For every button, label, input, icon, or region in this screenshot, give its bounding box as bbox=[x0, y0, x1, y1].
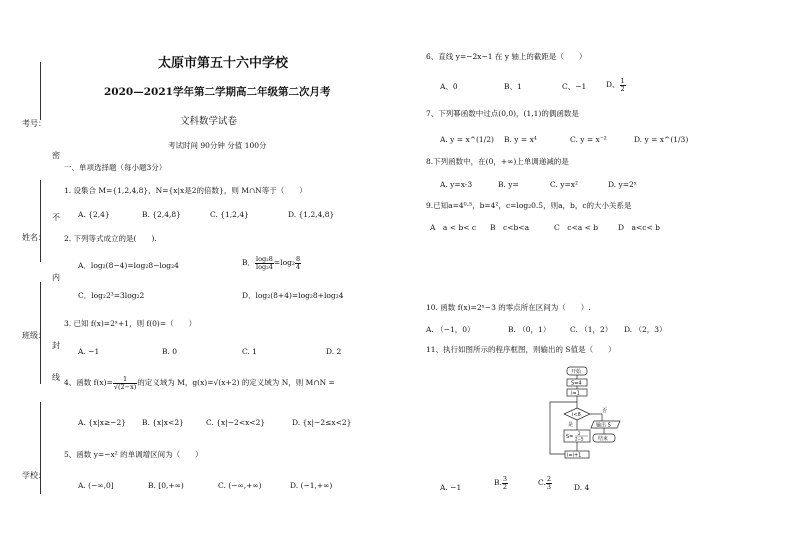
school-title: 太原市第五十六中学校 bbox=[158, 56, 289, 71]
q3-option-c: C. 1 bbox=[242, 347, 258, 356]
label-xuexiao: 学校： bbox=[22, 471, 46, 480]
q11-option-d: D. 4 bbox=[574, 483, 590, 492]
q10-option-b: B. （0，1） bbox=[508, 325, 551, 334]
label-kaohao: 考号： bbox=[22, 119, 46, 128]
q2-option-d: D．log₂(8+4)=log₂8+log₂4 bbox=[242, 291, 344, 300]
label-xingming: 姓名： bbox=[22, 233, 46, 242]
flow-assign-label: S= bbox=[566, 434, 574, 440]
flow-no-label: 否 bbox=[602, 408, 608, 414]
q4-option-a: A. {x|x≥−2} bbox=[78, 418, 127, 427]
q9-option-a: A a < b< c bbox=[430, 223, 477, 232]
q3-option-b: B. 0 bbox=[162, 347, 178, 356]
flow-assign-denominator: 2−S bbox=[575, 436, 584, 442]
q9-option-d: D a<c< b bbox=[618, 223, 660, 232]
binding-line-1 bbox=[40, 62, 41, 120]
q2-option-b: B． $\frac{\text{log₂8}}{\text{log₂4}}$ =log₂ $\frac{8}{4}$ bbox=[242, 255, 301, 271]
q4-option-c: C. {x|−2<x<2} bbox=[206, 418, 266, 427]
q5-option-b: B. [0,+∞) bbox=[148, 481, 184, 490]
q3-option-d: D. 2 bbox=[326, 347, 342, 356]
seal-char-1: 密 bbox=[52, 151, 60, 160]
q2-stem: 2. 下列等式成立的是( ). bbox=[64, 234, 157, 243]
q7-option-d: D. y = x^(1/3) bbox=[634, 135, 689, 144]
flow-end-label: 结束 bbox=[598, 436, 609, 442]
flow-s-init-label: S=4 bbox=[571, 380, 582, 387]
flow-increment-label: i=i+1 bbox=[567, 452, 582, 459]
q5-option-d: D. (−1,+∞) bbox=[290, 481, 333, 490]
q7-option-c: C. y = x⁻² bbox=[570, 135, 607, 144]
q5-stem: 5、函数 y=−x² 的单调增区间为（ ） bbox=[64, 450, 203, 459]
q3-option-a: A. −1 bbox=[78, 347, 100, 356]
seal-char-2: 不 bbox=[52, 213, 60, 222]
q8-option-a: A. y=x-3 bbox=[440, 180, 473, 189]
exam-title: 2020—2021学年第二学期高二年级第二次月考 bbox=[104, 86, 331, 98]
q11-stem: 11、执行如图所示的程序框图，则输出的 S值是（ ） bbox=[426, 345, 616, 354]
q11-option-b: B. $\frac{3}{2}$ bbox=[494, 475, 508, 491]
paper-title: 文科数学试卷 bbox=[180, 116, 238, 127]
q9-option-c: C c<a < b bbox=[554, 223, 599, 232]
q7-stem: 7、下列幂函数中过点(0,0)，(1,1)的偶函数是 bbox=[426, 109, 579, 118]
q2-option-a: A．log₂(8−4)=log₂8−log₂4 bbox=[78, 261, 179, 270]
flow-assign-numerator: 2 bbox=[578, 431, 581, 436]
program-flowchart bbox=[540, 364, 660, 464]
q11-option-a: A. −1 bbox=[440, 483, 462, 492]
q3-stem: 3. 已知 f(x)=2ˣ+1，则 f(0)=（ ） bbox=[64, 319, 197, 328]
q10-stem: 10. 函数 f(x)=2ˣ−3 的零点所在区间为（ ）. bbox=[426, 303, 591, 312]
q4-option-d: D. {x|−2≤x<2} bbox=[292, 418, 352, 427]
q9-stem: 9.已知a=4⁰·⁵，b=4²，c=log₂0.5，则a，b，c的大小关系是 bbox=[426, 201, 632, 210]
q6-option-b: B、1 bbox=[504, 82, 522, 91]
q1-option-b: B. {2,4,8} bbox=[142, 210, 181, 219]
seal-char-4: 封 bbox=[52, 341, 60, 350]
q11-option-c: C. $\frac{2}{3}$ bbox=[538, 475, 551, 491]
q6-option-c: C、−1 bbox=[562, 82, 587, 91]
q10-option-d: D. （2，3） bbox=[624, 325, 667, 334]
q10-option-c: C. （1，2） bbox=[570, 325, 613, 334]
q4-stem: 4、函数 f(x)= $\frac{1}{√(2-x)}$ 的定义域为 M，g(x)=√(x+2) 的定义域为 N，则 M∩N = bbox=[64, 375, 335, 391]
seal-char-3: 内 bbox=[52, 273, 60, 282]
flow-condition-label: i<8 bbox=[572, 412, 581, 418]
q7-option-b: B. y = x⁴ bbox=[504, 135, 537, 144]
section-heading: 一、单项选择题（每小题3分） bbox=[64, 163, 167, 172]
q8-option-d: D. y=2ˣ bbox=[608, 180, 637, 189]
q4-option-b: B. {x|x<2} bbox=[142, 418, 184, 427]
q8-option-b: B. y= bbox=[498, 180, 519, 189]
q1-stem: 1. 设集合 M={1,2,4,8}，N={x|x是2的倍数}，则 M∩N等于（ ） bbox=[64, 186, 307, 195]
q6-option-d: D、 $\frac{1}{2}$ bbox=[606, 77, 625, 93]
q1-option-a: A. {2,4} bbox=[78, 210, 110, 219]
q8-stem: 8.下列函数中，在(0，+∞)上单调递减的是 bbox=[426, 157, 569, 166]
q8-option-c: C. y=x² bbox=[550, 180, 578, 189]
flow-i-init-label: i=1 bbox=[571, 390, 580, 397]
q1-option-d: D. {1,2,4,8} bbox=[288, 210, 335, 219]
q5-option-a: A. (−∞,0] bbox=[78, 481, 114, 490]
flow-start-label: 开始 bbox=[571, 369, 582, 375]
q6-stem: 6、直线 y=−2x−1 在 y 轴上的截距是（ ） bbox=[426, 52, 587, 61]
q2-option-c: C．log₂2³=3log₂2 bbox=[78, 291, 145, 300]
flow-output-label: 输出 S bbox=[596, 422, 611, 429]
q5-option-c: C. (−∞,+∞) bbox=[218, 481, 262, 490]
q1-option-c: C. {1,2,4} bbox=[210, 210, 249, 219]
label-banji: 班级： bbox=[22, 331, 46, 340]
exam-info: 考试时间 90分钟 分值 100分 bbox=[168, 141, 267, 150]
q7-option-a: A. y = x^(1/2) bbox=[440, 135, 494, 144]
flow-yes-label: 是 bbox=[568, 422, 574, 428]
q9-option-b: B c<b<a bbox=[490, 223, 530, 232]
q10-option-a: A. （−1，0） bbox=[426, 325, 475, 334]
seal-char-5: 线 bbox=[52, 373, 60, 382]
binding-line-2 bbox=[40, 180, 41, 262]
q6-option-a: A、0 bbox=[440, 82, 458, 91]
